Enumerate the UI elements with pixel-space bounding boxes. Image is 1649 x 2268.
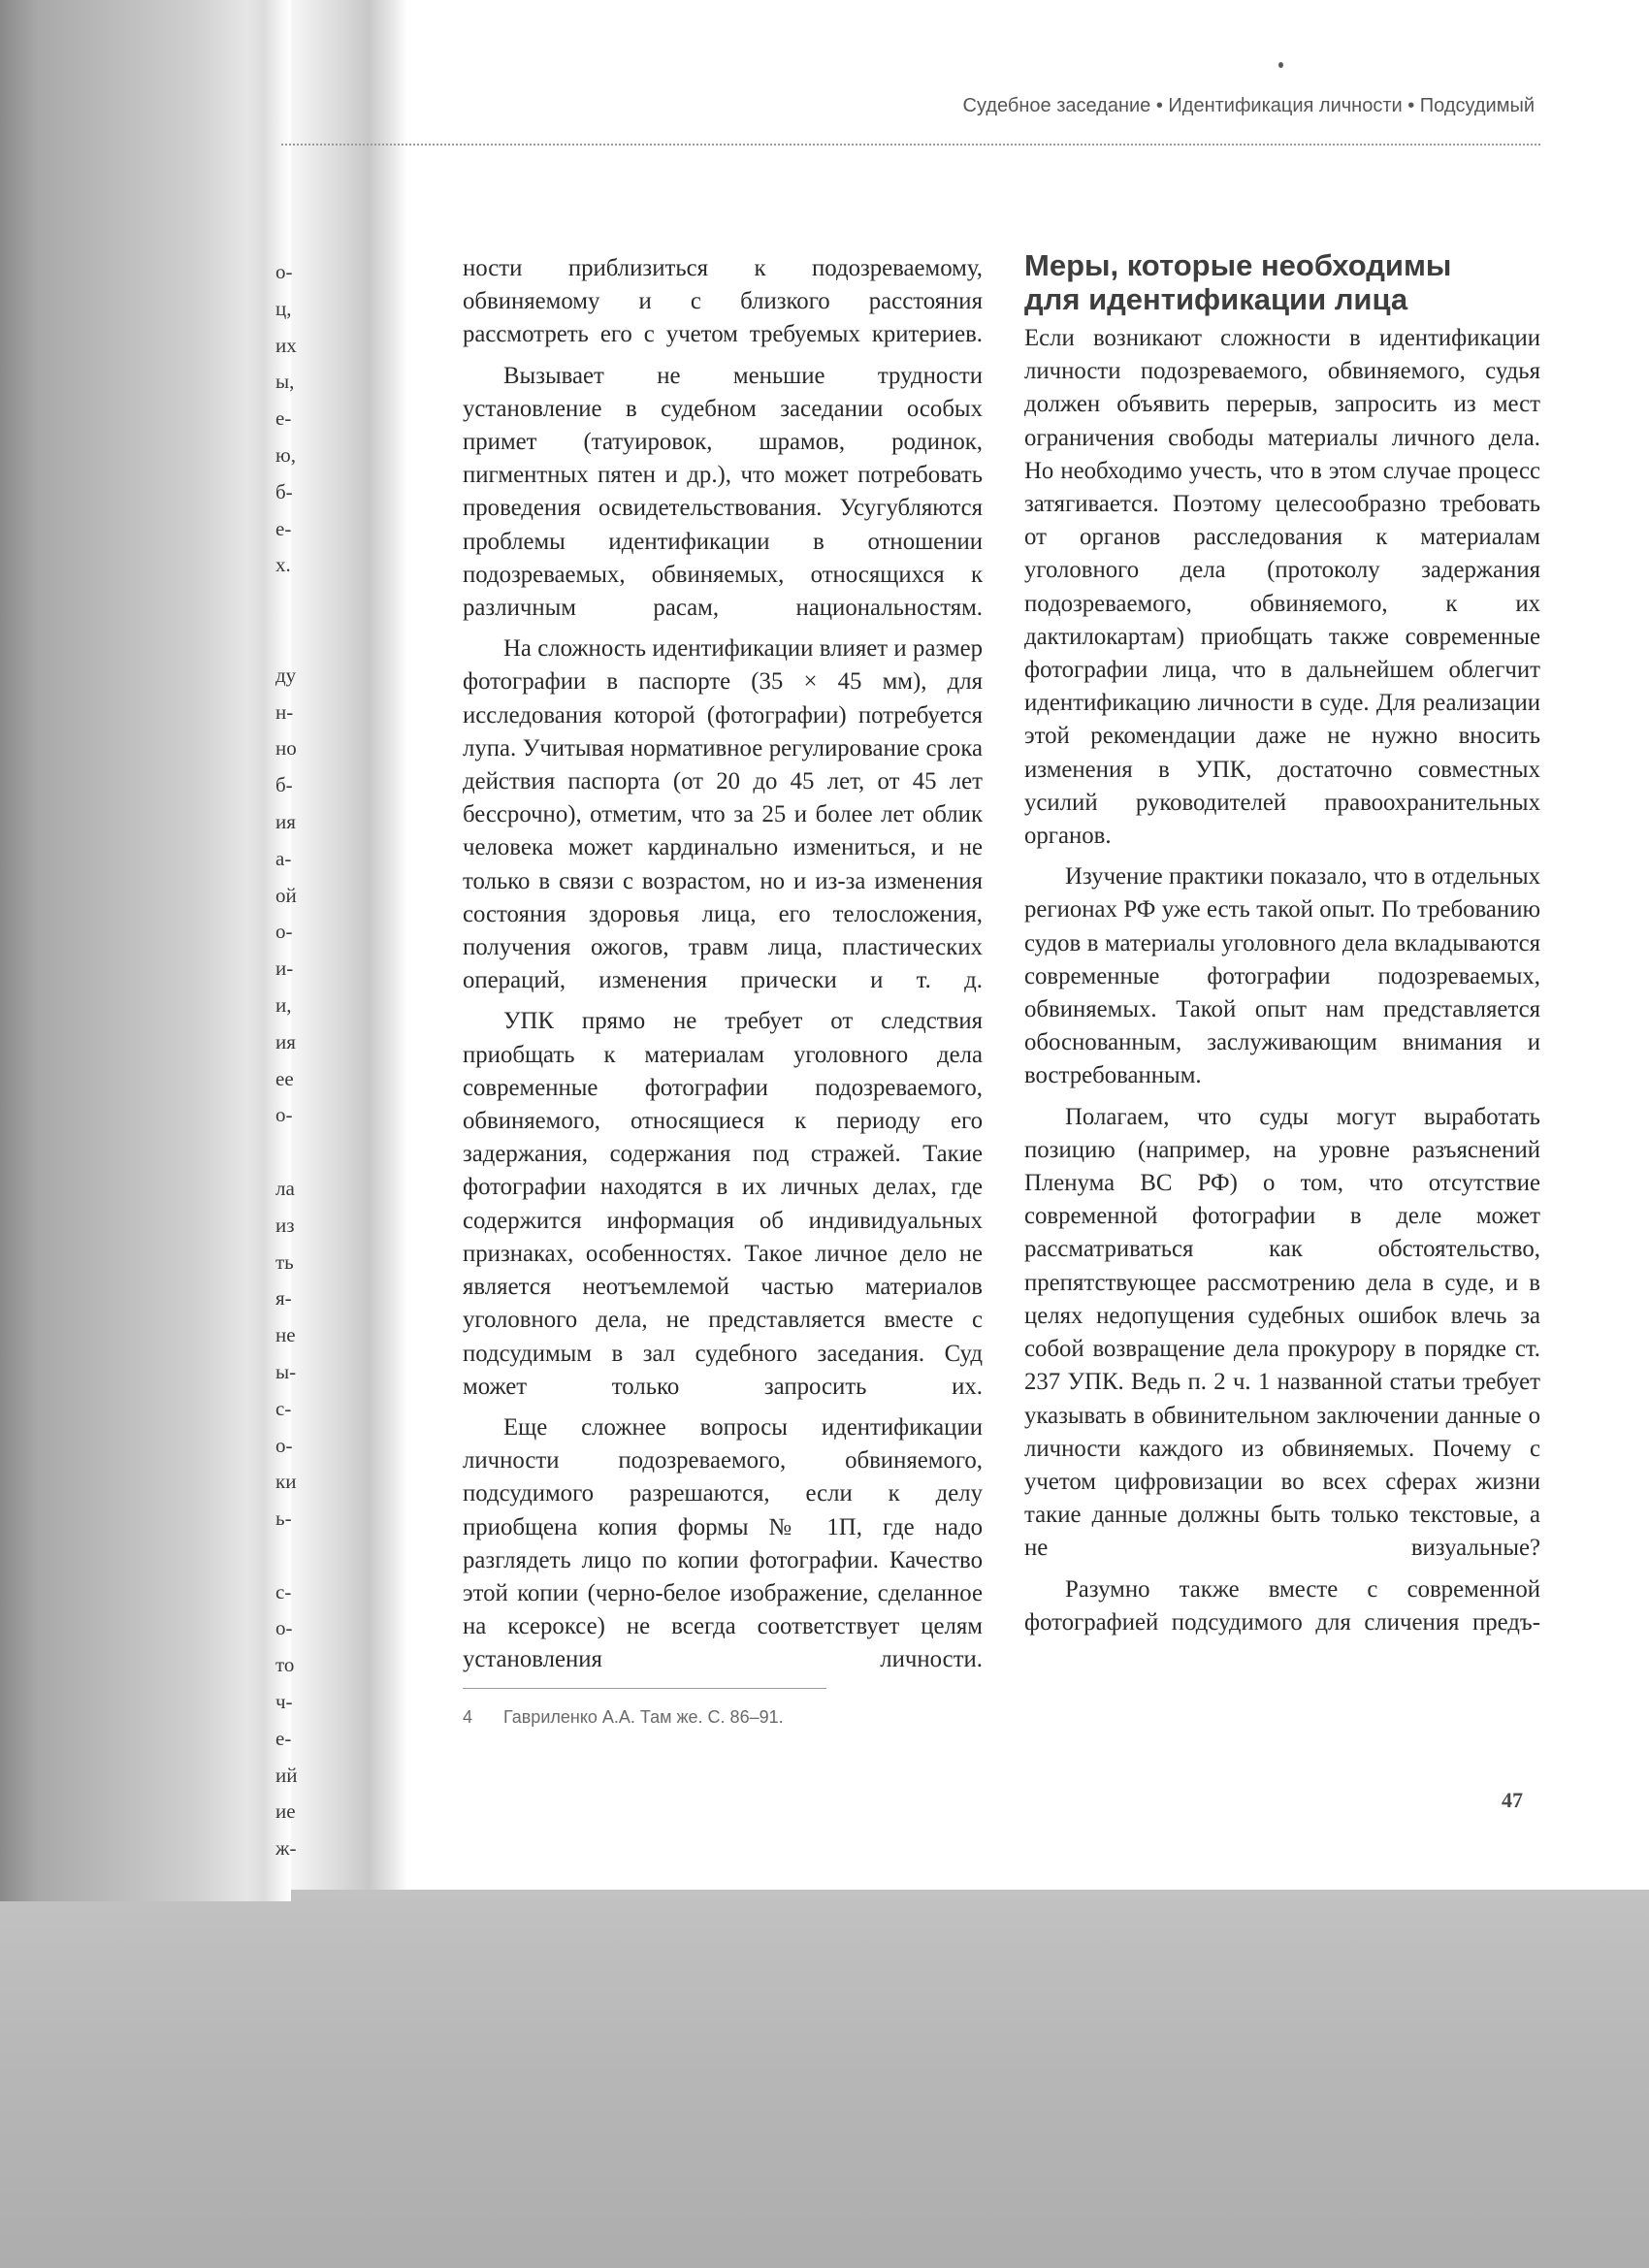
previous-page-fragment: ц, [275, 296, 292, 320]
previous-page-fragment [275, 584, 320, 621]
paragraph: На сложность идентификации влияет и размер фотографии в паспорте (35 × 45 мм), для исследования которой (фотографии) потребуется лупа. Учитывая нормативное регулирование срока действия паспорта (от 20 до 45 лет, от 45 лет бессрочно), отметим, что за 25 и более лет облик человека может кардинально измениться, и не только в связи с возрастом, но и из-за изменения состояния здоровья лица, его телосложения, получения ожогов, травм лица, пластических операций, изменения прически и т. д. [463, 635, 983, 994]
previous-page-fragment: х. [275, 553, 291, 577]
paragraph: Изучение практики показало, что в отдельных регионах РФ уже есть такой опыт. По требованию судов в материалы уголовного дела вкладываются современные фотографии подозреваемых, обвиняемых. Такой опыт нам представляется обоснованным, заслуживающим внимания и востребованным. [1024, 863, 1540, 1089]
previous-page-fragment: и- [275, 956, 294, 981]
paragraph: ности приблизиться к подозреваемому, обвиняемому и с близкого расстояния рассмотреть его с учетом требуемых критериев. [463, 255, 983, 348]
previous-page-fragment: н- [275, 699, 294, 724]
previous-page-fragment: ж- [275, 1836, 297, 1861]
previous-page-fragment: ч- [275, 1690, 293, 1714]
previous-page-fragment: ки [275, 1470, 297, 1494]
previous-page-edge [275, 254, 320, 1867]
paragraph: УПК прямо не требует от следствия приобщать к материалам уголовного дела современные фотографии подозреваемого, обвиняемого, относящиеся к периоду его задержания, содержания под стражей. Такие фотографии находятся в их личных делах, где содержится информация об индивидуальных признаках, особенностях. Такое личное дело не является неотъемлемой частью материалов уголовного дела, не представляется вместе с подсудимым в зал судебного заседания. Суд может только запросить их. [463, 1008, 983, 1400]
previous-page-fragment: е- [275, 516, 292, 540]
previous-page-fragment: и, [275, 992, 292, 1017]
previous-page-fragment: ю, [275, 442, 296, 467]
previous-page-fragment: но [275, 736, 297, 761]
paragraph: Если возникают сложности в идентификации личности подозреваемого, обвиняемого, судья должен объявить перерыв, запросить из мест ограничения свободы материалы личного дела. Но необходимо учесть, что в этом случае процесс затягивается. Поэтому целесообразно требовать от органов расследования к материалам уголовного дела (протоколу задержания подозреваемого, обвиняемого, к их дактилокартам) приобщать также современные фотографии лица, что в дальнейшем облегчит идентификацию личности в суде. Для реализации этой рекомендации даже не нужно вносить изменения в УПК, достаточно совместных усилий руководителей правоохранительных органов. [1024, 325, 1540, 850]
previous-page-fragment: а- [275, 846, 292, 870]
previous-page-fragment: ть [275, 1249, 294, 1274]
previous-page-fragment: е- [275, 1726, 292, 1750]
previous-page-fragment: ду [275, 663, 297, 687]
previous-page-fragment: ее [275, 1066, 294, 1090]
previous-page-fragment: ия [275, 809, 296, 833]
previous-page-fragment: ы, [275, 370, 295, 394]
stray-mark [1278, 62, 1283, 68]
header-dotted-rule [281, 144, 1540, 146]
previous-page-fragment: ие [275, 1799, 296, 1824]
previous-page-fragment: б- [275, 479, 293, 503]
running-header: Судебное заседание • Идентификация личности • Подсудимый [962, 95, 1535, 116]
footnote-rule [463, 1688, 826, 1689]
scanner-background [0, 1890, 1649, 2268]
previous-page-fragment: о- [275, 1616, 293, 1640]
footnote-text: Гавриленко А.А. Там же. С. 86–91. [503, 1707, 784, 1727]
previous-page-fragment: б- [275, 773, 293, 797]
previous-page-fragment [275, 1538, 320, 1574]
previous-page-fragment: о- [275, 260, 293, 283]
previous-page-fragment: с- [275, 1579, 292, 1604]
previous-page-fragment: то [275, 1653, 295, 1677]
footnote-marker: 4 [463, 1707, 473, 1727]
previous-page-fragment: ий [275, 1763, 298, 1787]
paragraph: Разумно также вместе с современной фотографией подсудимого для сличения предъ- [1024, 1575, 1540, 1636]
paragraph: Вызывает не меньшие трудности установление в судебном заседании особых примет (татуировок, шрамов, родинок, пигментных пятен и др.), что может потребовать проведения освидетельствования. Усугубляются проблемы идентификации в отношении подозреваемых, обвиняемых, относящихся к различным расам, национальностям. [463, 362, 983, 622]
paragraph: Еще сложнее вопросы идентификации личности подозреваемого, обвиняемого, подсудимого разрешаются, если к делу приобщена копия формы № 1П, где надо разглядеть лицо по копии фотографии. Качество этой копии (черно-белое изображение, сделанное на ксероксе) не всегда соответствует целям установления личности. [463, 1413, 983, 1673]
previous-page-fragment: о- [275, 920, 293, 944]
previous-page-fragment: не [275, 1323, 296, 1347]
section-heading-line: Меры, которые необходимы [1024, 248, 1452, 282]
previous-page-fragment: их [275, 333, 297, 357]
previous-page-fragment: из [275, 1213, 295, 1237]
scanner-shadow [0, 0, 291, 1901]
page-number: 47 [1502, 1788, 1523, 1812]
previous-page-fragment [275, 1134, 320, 1171]
previous-page-fragment: о- [275, 1433, 293, 1457]
previous-page-fragment: ой [275, 883, 297, 907]
previous-page-fragment: ь- [275, 1507, 292, 1531]
previous-page-fragment: с- [275, 1396, 292, 1420]
previous-page-fragment: я- [275, 1286, 292, 1311]
previous-page-fragment: о- [275, 1103, 293, 1127]
previous-page-fragment: ы- [275, 1359, 297, 1383]
section-heading [1024, 248, 1540, 316]
previous-page-fragment: е- [275, 406, 292, 431]
previous-page-fragment [275, 621, 320, 658]
previous-page-fragment: ия [275, 1029, 296, 1053]
left-column [463, 252, 983, 1677]
footnote [463, 1707, 784, 1728]
section-heading-line: для идентификации лица [1024, 282, 1408, 316]
previous-page-fragment: ла [275, 1176, 295, 1200]
right-column [1024, 248, 1540, 1639]
paragraph: Полагаем, что суды могут выработать позицию (например, на уровне разъяснений Пленума ВС РФ) о том, что отсутствие современной фотографии в деле может рассматриваться как обстоятельство, препятствующее рассмотрению дела в суде, и в целях недопущения судебных ошибок влечь за собой возвращение дела прокурору в порядке ст. 237 УПК. Ведь п. 2 ч. 1 названной статьи требует указывать в обвинительном заключении данные о личности каждого из обвиняемых. Почему с учетом цифровизации во всех сферах жизни такие данные должны быть только текстовые, а не визуальные? [1024, 1103, 1540, 1562]
